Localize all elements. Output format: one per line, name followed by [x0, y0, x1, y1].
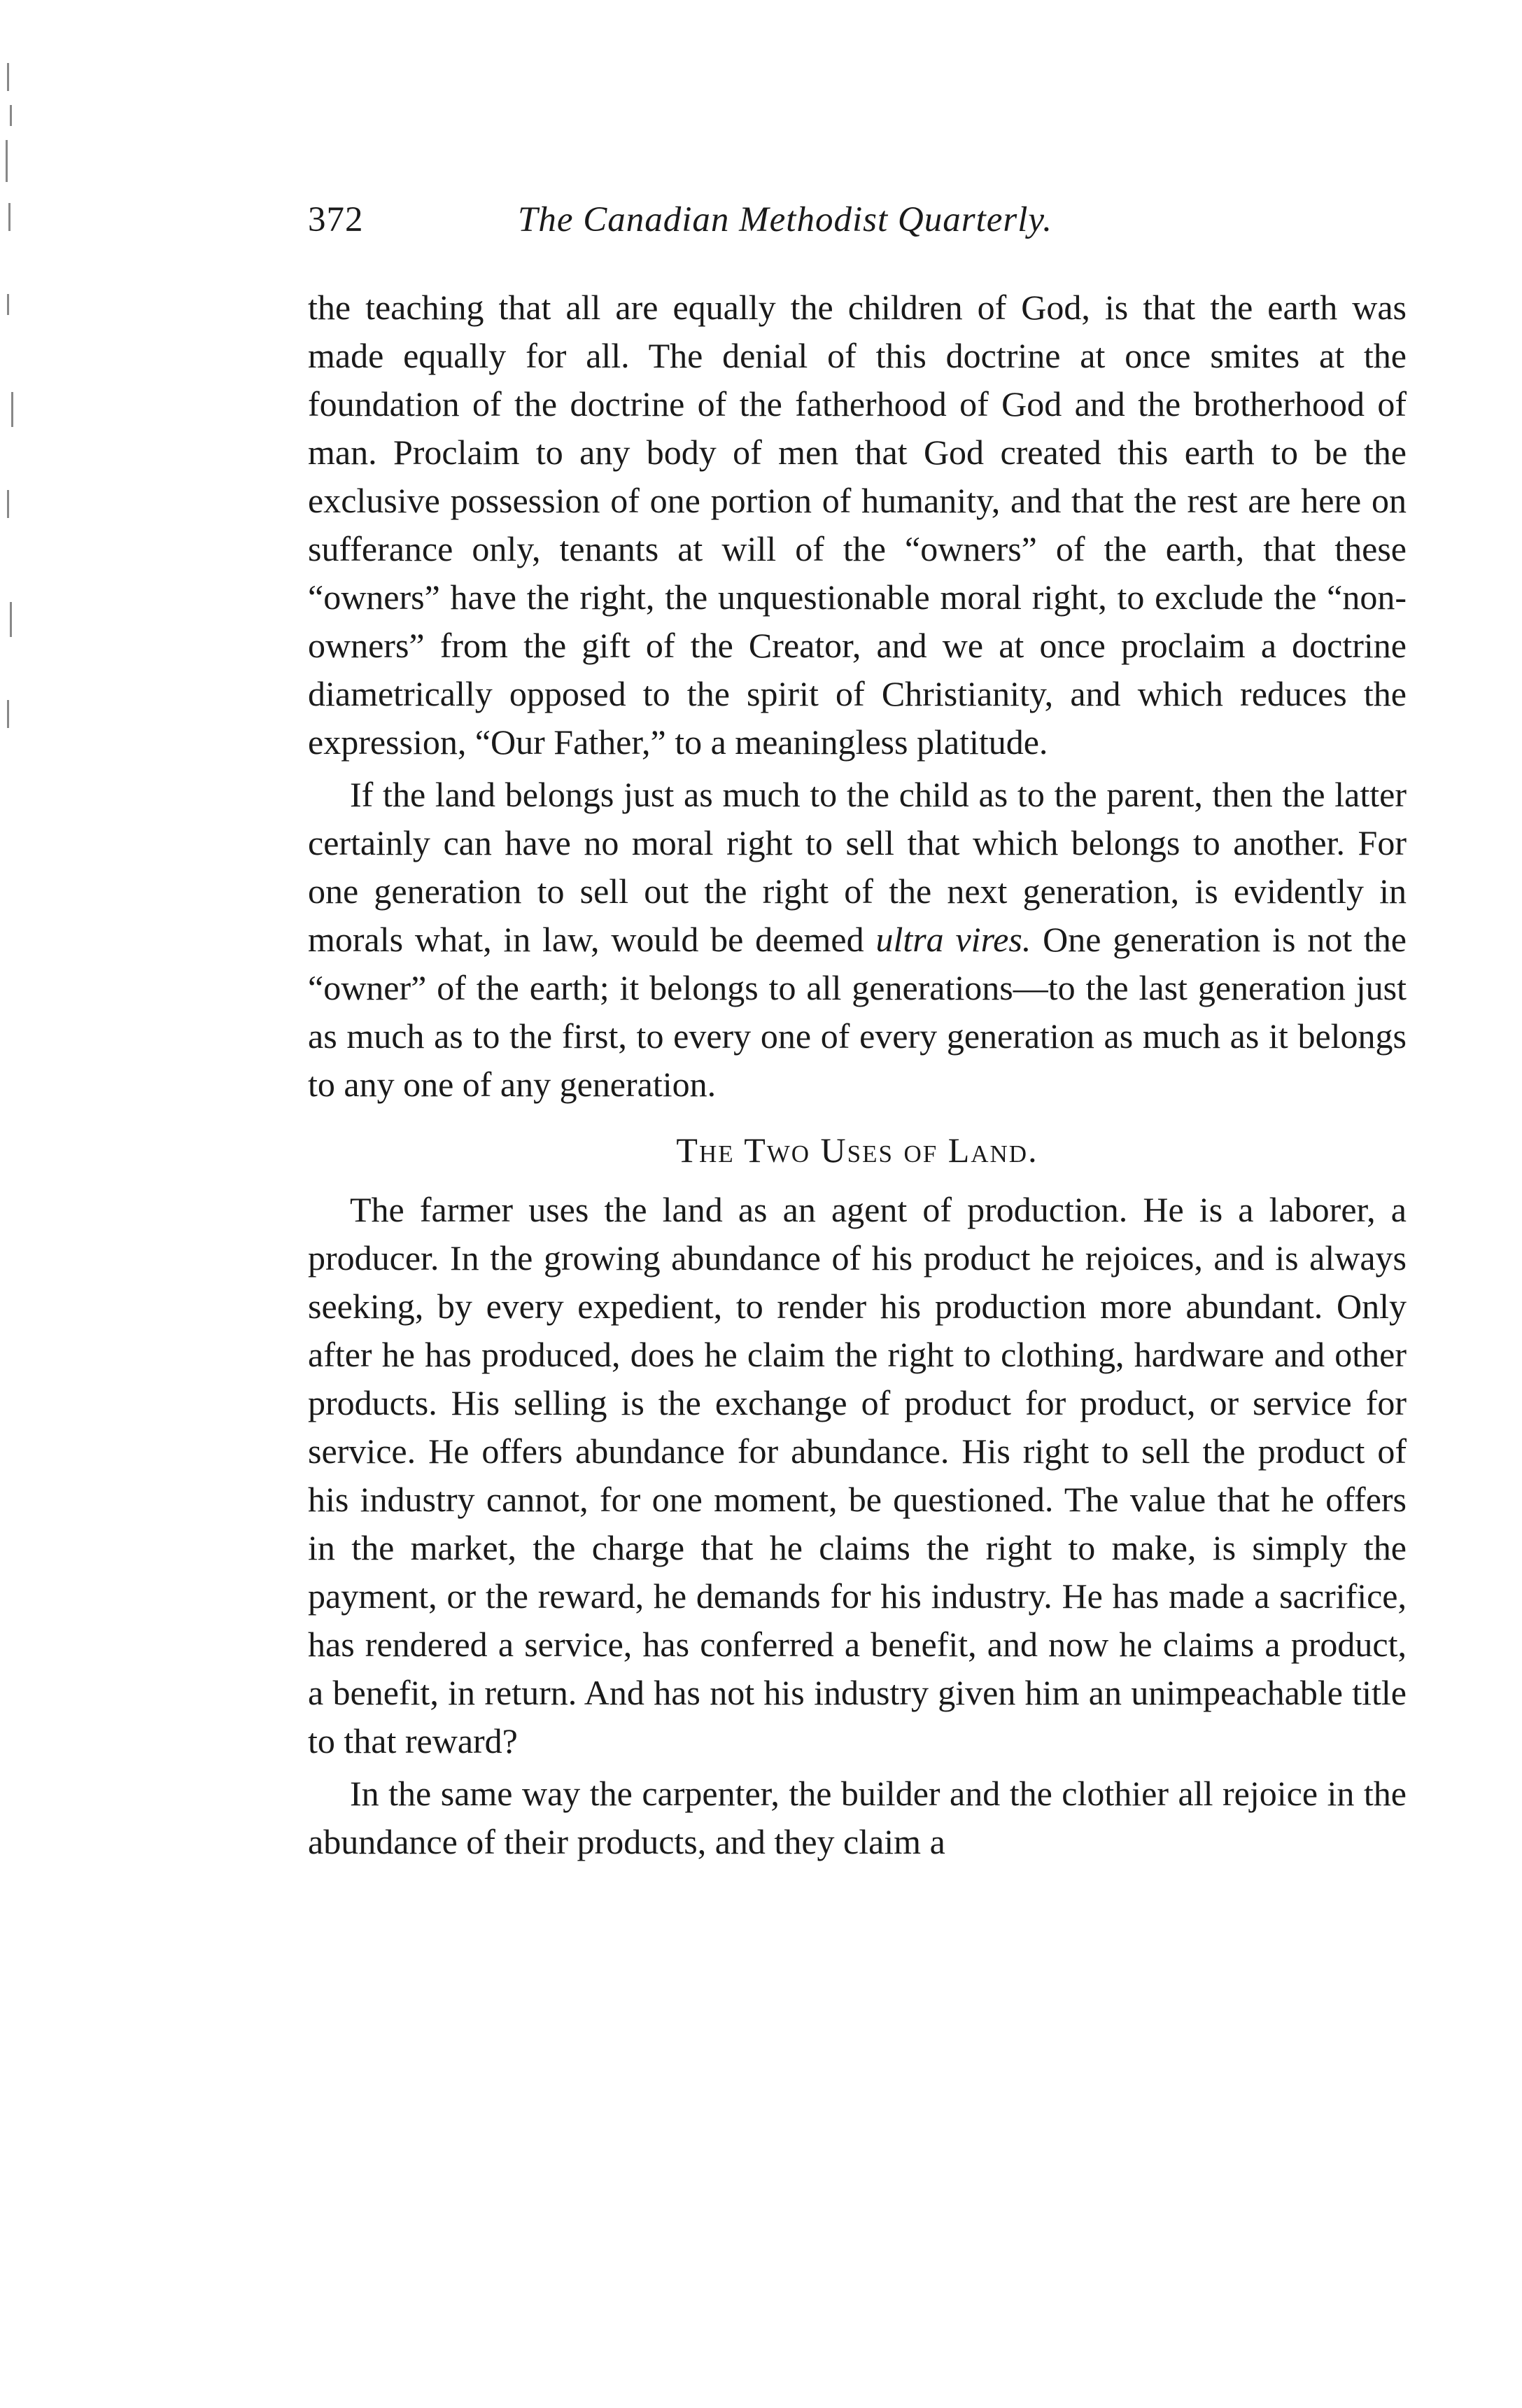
article-body [308, 284, 1407, 1866]
section-heading: The Two Uses of Land. [676, 1130, 1038, 1170]
running-title: The Canadian Methodist Quarterly. [518, 200, 1052, 239]
paragraph [308, 771, 1407, 1109]
paragraph-text: If the land belongs just as much to the child as to the parent, then the latter certainly can have no moral right to sell that which belongs to another. For one generation to sell out the right of the next generation, is evidently in morals what, in law, would be deemed [308, 775, 1407, 959]
paragraph-text: One generation is not the “owner” of the earth; it belongs to all generations—to the last generation just as much as to the first, to every one of every generation as much as it belongs to any one of any generation. [308, 920, 1407, 1104]
paragraph: the teaching that all are equally the children of God, is that the earth was made equally for all. The denial of this doctrine at once smites at the foundation of the doctrine of the fatherhood of God and the brotherhood of man. Proclaim to any body of men that God created this earth to be the exclusive possession of one portion of humanity, and that the rest are here on sufferance only, tenants at will of the “owners” of the earth, that these “owners” have the right, the unquestionable moral right, to exclude the “non-owners” from the gift of the Creator, and we at once proclaim a doctrine diametrically opposed to the spirit of Christianity, and which reduces the expression, “Our Father,” to a meaningless platitude. [308, 288, 1407, 762]
paragraph: In the same way the carpenter, the builder and the clothier all rejoice in the abundance of their products, and they claim a [308, 1774, 1407, 1861]
latin-phrase: ultra vires. [875, 920, 1031, 959]
running-header [308, 200, 1407, 255]
page-number: 372 [308, 200, 364, 239]
paragraph: The farmer uses the land as an agent of production. He is a laborer, a producer. In the growing abundance of his product he rejoices, and is always seeking, by every expedient, to render his production more abundant. Only after he has produced, does he claim the right to clothing, hardware and other products. His selling is the exchange of product for product, or service for service. He offers abundance for abundance. His right to sell the product of his industry cannot, for one moment, be questioned. The value that he offers in the market, the charge that he claims the right to make, is simply the payment, or the reward, he demands for his industry. He has made a sacrifice, has rendered a service, has conferred a benefit, and now he claims a product, a benefit, in return. And has not his industry given him an unimpeachable title to that reward? [308, 1190, 1407, 1760]
page-edge-marks [0, 0, 28, 840]
